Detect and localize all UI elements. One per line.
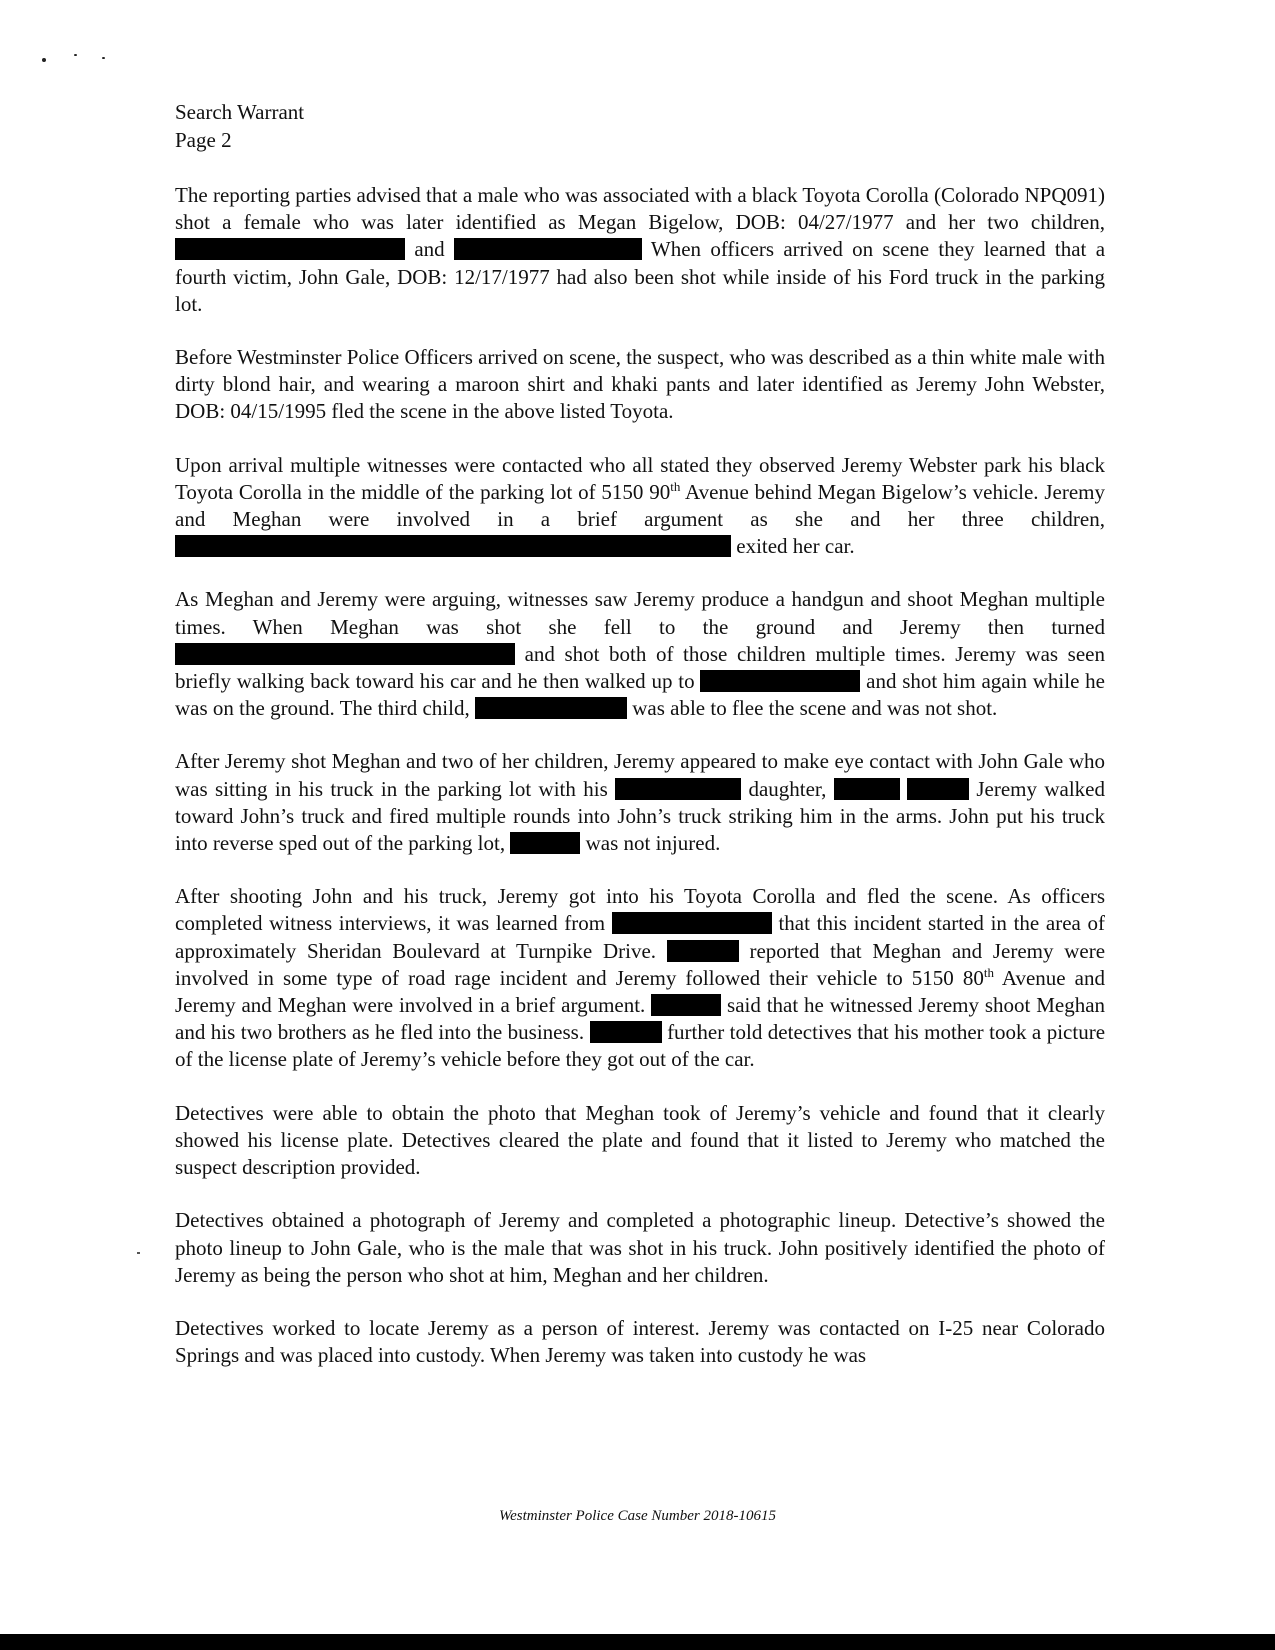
text-run: said that he witnessed Jeremy shoot Meghan and his two brothers as he fled into the business. [175, 993, 1106, 1045]
redaction-block [590, 1021, 662, 1043]
ordinal-superscript: th [670, 478, 681, 494]
text-run: After Jeremy shot Meghan and two of her children, Jeremy appeared to make eye contact with John Gale who was sitting in his truck in the parking lot with his [175, 749, 1105, 801]
redaction-block [475, 697, 627, 719]
text-run: reported that Meghan and Jeremy were involved in some type of road rage incident and Jeremy followed their vehicle to 5150 80 [175, 938, 1106, 990]
text-run: The reporting parties advised that a male who was associated with a black Toyota Corolla (Colorado NPQ091) shot a female who was later identified as Megan Bigelow, DOB: 04/27/1977 and her two children, [175, 183, 1105, 235]
paragraph-2 [175, 344, 1105, 426]
text-run: Upon arrival multiple witnesses were contacted who all stated they observed Jeremy Webster park his black Toyota Corolla in the middle of the parking lot of 5150 90 [175, 452, 1105, 504]
redaction-block [834, 778, 900, 800]
text-run: Detectives were able to obtain the photo that Meghan took of Jeremy’s vehicle and found that it clearly showed his license plate. Detectives cleared the plate and found that it listed to Jeremy who matched the suspect description provided. [175, 1100, 1105, 1180]
text-run: Detectives worked to locate Jeremy as a person of interest. Jeremy was contacted on I-25 near Colorado Springs and was placed into custody. When Jeremy was taken into custody he was [175, 1315, 1105, 1368]
ordinal-superscript: th [983, 964, 994, 980]
paragraph-3 [175, 452, 1105, 561]
text-run: was able to flee the scene and was not shot. [632, 696, 998, 721]
paragraph-5 [175, 748, 1105, 857]
footer-case-number: Westminster Police Case Number 2018-10615 [499, 1508, 776, 1524]
redaction-block [175, 535, 731, 557]
redaction-block [667, 940, 739, 962]
text-run: was not injured. [585, 831, 721, 856]
text-run: Jeremy walked toward John’s truck and fired multiple rounds into John’s truck striking him in the arms. John put his truck into reverse sped out of the parking lot, [175, 776, 1105, 856]
text-run: and shot him again while he was on the ground. The third child, [175, 669, 1105, 721]
scan-speck [42, 58, 46, 62]
redaction-block [907, 778, 969, 800]
scan-speck [74, 54, 77, 56]
paragraph-4 [175, 586, 1105, 722]
paragraph-8 [175, 1207, 1105, 1289]
redaction-block [612, 912, 772, 934]
text-run: further told detectives that his mother took a picture of the license plate of Jeremy’s vehicle before they got out of the car. [175, 1020, 1106, 1072]
redaction-block [651, 994, 721, 1016]
scan-speck [102, 57, 105, 59]
redaction-block [454, 238, 642, 260]
paragraph-9 [175, 1315, 1105, 1369]
header-page-number: Page 2 [175, 128, 232, 152]
text-run: Avenue and Jeremy and Meghan were involved in a brief argument. [175, 965, 1105, 1018]
redaction-block [700, 670, 860, 692]
text-run: Detectives obtained a photograph of Jeremy and completed a photographic lineup. Detective’s showed the photo lineup to John Gale, who is the male that was shot in his truck. John positively identified the photo of Jeremy as being the person who shot at him, Meghan and her children. [175, 1208, 1105, 1287]
document-header [175, 98, 304, 154]
text-run: As Meghan and Jeremy were arguing, witnesses saw Jeremy produce a handgun and shoot Meghan multiple times. When Meghan was shot she fell to the ground and Jeremy then turned [175, 587, 1105, 639]
paragraph-7 [175, 1100, 1105, 1182]
document-body [175, 182, 1105, 1395]
paragraph-6 [175, 883, 1105, 1073]
text-run: exited her car. [736, 534, 855, 559]
redaction-block [615, 778, 741, 800]
text-run: and [414, 237, 445, 262]
redaction-block [175, 238, 405, 260]
scan-speck [137, 1252, 140, 1254]
text-run: Avenue behind Megan Bigelow’s vehicle. Jeremy and Meghan were involved in a brief argument as she and her three children, [175, 479, 1105, 532]
text-run: After shooting John and his truck, Jeremy got into his Toyota Corolla and fled the scene. As officers completed witness interviews, it was learned from [175, 884, 1105, 936]
text-run: daughter, [748, 776, 827, 801]
header-title: Search Warrant [175, 100, 305, 124]
redaction-block [175, 643, 515, 665]
text-run: When officers arrived on scene they learned that a fourth victim, John Gale, DOB: 12/17/1977 had also been shot while inside of his Ford truck in the parking lot. [175, 237, 1106, 316]
paragraph-1 [175, 182, 1105, 318]
text-run: Before Westminster Police Officers arrived on scene, the suspect, who was described as a thin white male with dirty blond hair, and wearing a maroon shirt and khaki pants and later identified as Jeremy John Webster, DOB: 04/15/1995 fled the scene in the above listed Toyota. [175, 345, 1106, 424]
scan-edge-bar [0, 1634, 1275, 1650]
redaction-block [510, 832, 580, 854]
text-run: and shot both of those children multiple times. Jeremy was seen briefly walking back toward his car and he then walked up to [175, 641, 1105, 694]
text-run: that this incident started in the area of approximately Sheridan Boulevard at Turnpike Drive. [175, 911, 1106, 963]
